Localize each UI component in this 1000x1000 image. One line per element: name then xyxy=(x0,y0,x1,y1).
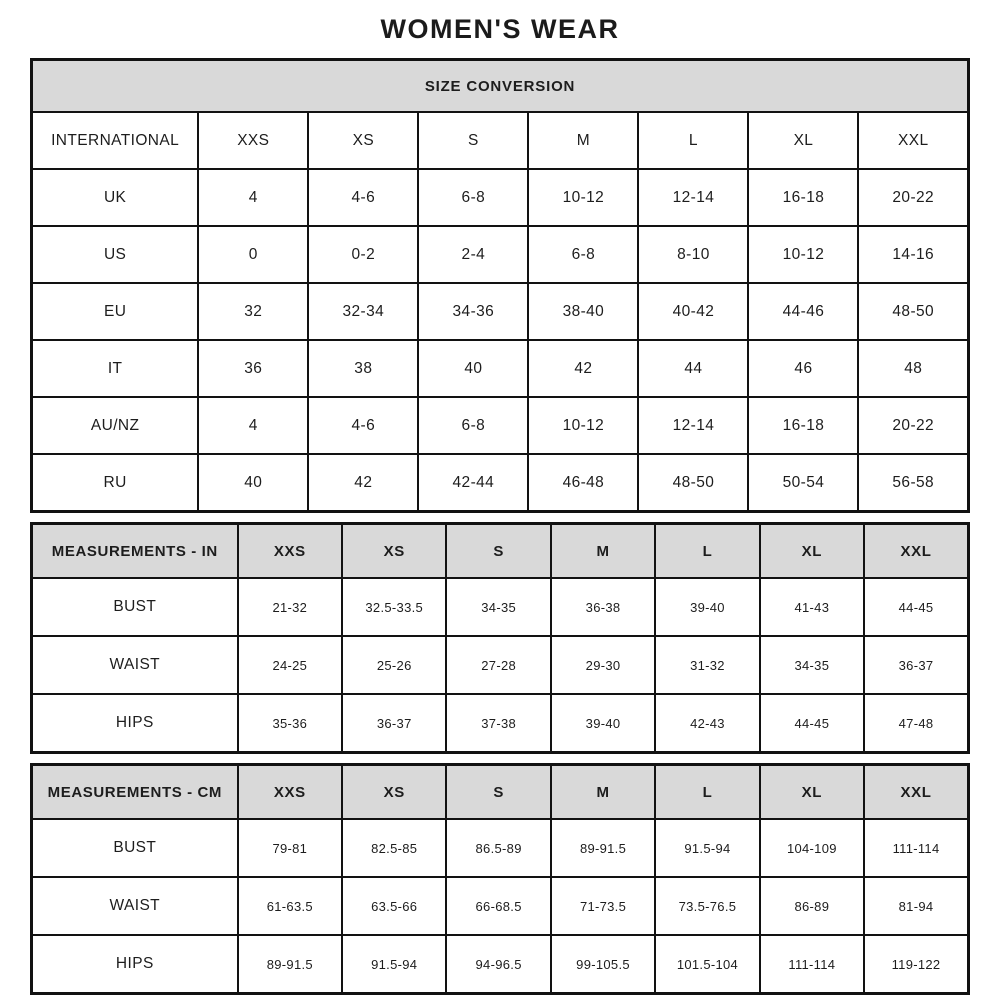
measurements-cm-table xyxy=(30,763,970,995)
value-cell: 48-50 xyxy=(858,283,968,340)
value-cell: 16-18 xyxy=(748,397,858,454)
header-size-cell: XXS xyxy=(238,524,342,579)
value-cell: 37-38 xyxy=(446,694,550,753)
value-cell: 42 xyxy=(528,340,638,397)
value-cell: 40-42 xyxy=(638,283,748,340)
value-cell: 104-109 xyxy=(760,819,864,877)
value-cell: 12-14 xyxy=(638,397,748,454)
value-cell: 12-14 xyxy=(638,169,748,226)
table-row xyxy=(32,169,969,226)
table-row xyxy=(32,636,969,694)
value-cell: 35-36 xyxy=(238,694,342,753)
table-row xyxy=(32,694,969,753)
value-cell: 4 xyxy=(198,397,308,454)
header-size-cell: XL xyxy=(760,524,864,579)
value-cell: 29-30 xyxy=(551,636,655,694)
row-label: EU xyxy=(32,283,199,340)
header-size-cell: L xyxy=(655,765,759,820)
value-cell: 73.5-76.5 xyxy=(655,877,759,935)
size-conversion-table xyxy=(30,58,970,513)
value-cell: 61-63.5 xyxy=(238,877,342,935)
table-row xyxy=(32,226,969,283)
table-row xyxy=(32,877,969,935)
row-label: HIPS xyxy=(32,694,238,753)
value-cell: 86-89 xyxy=(760,877,864,935)
value-cell: 46 xyxy=(748,340,858,397)
row-label: WAIST xyxy=(32,877,238,935)
header-size-cell: XXS xyxy=(198,112,308,169)
value-cell: 31-32 xyxy=(655,636,759,694)
header-size-cell: XXL xyxy=(858,112,968,169)
value-cell: 42-44 xyxy=(418,454,528,512)
value-cell: 94-96.5 xyxy=(446,935,550,994)
row-label: AU/NZ xyxy=(32,397,199,454)
header-size-cell: S xyxy=(446,765,550,820)
value-cell: 44-45 xyxy=(760,694,864,753)
value-cell: 34-35 xyxy=(760,636,864,694)
value-cell: 91.5-94 xyxy=(655,819,759,877)
row-label: RU xyxy=(32,454,199,512)
header-size-cell: L xyxy=(655,524,759,579)
value-cell: 27-28 xyxy=(446,636,550,694)
header-size-cell: S xyxy=(418,112,528,169)
value-cell: 40 xyxy=(198,454,308,512)
measurements-in-table xyxy=(30,522,970,754)
value-cell: 48 xyxy=(858,340,968,397)
value-cell: 10-12 xyxy=(748,226,858,283)
value-cell: 44-46 xyxy=(748,283,858,340)
value-cell: 42-43 xyxy=(655,694,759,753)
value-cell: 6-8 xyxy=(528,226,638,283)
row-label: HIPS xyxy=(32,935,238,994)
value-cell: 24-25 xyxy=(238,636,342,694)
table-banner: SIZE CONVERSION xyxy=(32,60,969,113)
value-cell: 66-68.5 xyxy=(446,877,550,935)
header-label-cell: INTERNATIONAL xyxy=(32,112,199,169)
value-cell: 36-38 xyxy=(551,578,655,636)
value-cell: 81-94 xyxy=(864,877,968,935)
header-size-cell: M xyxy=(551,524,655,579)
value-cell: 4-6 xyxy=(308,169,418,226)
value-cell: 44-45 xyxy=(864,578,968,636)
row-label: US xyxy=(32,226,199,283)
value-cell: 119-122 xyxy=(864,935,968,994)
header-size-cell: S xyxy=(446,524,550,579)
table-row xyxy=(32,935,969,994)
value-cell: 0-2 xyxy=(308,226,418,283)
row-label: WAIST xyxy=(32,636,238,694)
value-cell: 99-105.5 xyxy=(551,935,655,994)
value-cell: 50-54 xyxy=(748,454,858,512)
value-cell: 10-12 xyxy=(528,169,638,226)
value-cell: 111-114 xyxy=(864,819,968,877)
header-size-cell: XS xyxy=(308,112,418,169)
value-cell: 71-73.5 xyxy=(551,877,655,935)
row-label: IT xyxy=(32,340,199,397)
header-size-cell: XXS xyxy=(238,765,342,820)
header-size-cell: XL xyxy=(748,112,858,169)
header-size-cell: L xyxy=(638,112,748,169)
value-cell: 8-10 xyxy=(638,226,748,283)
value-cell: 42 xyxy=(308,454,418,512)
value-cell: 4-6 xyxy=(308,397,418,454)
value-cell: 101.5-104 xyxy=(655,935,759,994)
header-label-cell: MEASUREMENTS - IN xyxy=(32,524,238,579)
value-cell: 14-16 xyxy=(858,226,968,283)
value-cell: 10-12 xyxy=(528,397,638,454)
header-row xyxy=(32,524,969,579)
row-label: BUST xyxy=(32,578,238,636)
row-label: UK xyxy=(32,169,199,226)
value-cell: 56-58 xyxy=(858,454,968,512)
header-label-cell: MEASUREMENTS - CM xyxy=(32,765,238,820)
value-cell: 34-36 xyxy=(418,283,528,340)
value-cell: 34-35 xyxy=(446,578,550,636)
page-title: WOMEN'S WEAR xyxy=(380,14,620,44)
header-row xyxy=(32,765,969,820)
value-cell: 6-8 xyxy=(418,169,528,226)
value-cell: 40 xyxy=(418,340,528,397)
value-cell: 20-22 xyxy=(858,397,968,454)
value-cell: 63.5-66 xyxy=(342,877,446,935)
table-row xyxy=(32,819,969,877)
value-cell: 89-91.5 xyxy=(551,819,655,877)
table-row xyxy=(32,283,969,340)
header-size-cell: XS xyxy=(342,765,446,820)
value-cell: 32 xyxy=(198,283,308,340)
header-size-cell: M xyxy=(551,765,655,820)
table-row xyxy=(32,578,969,636)
value-cell: 47-48 xyxy=(864,694,968,753)
table-row xyxy=(32,340,969,397)
header-size-cell: XS xyxy=(342,524,446,579)
value-cell: 89-91.5 xyxy=(238,935,342,994)
value-cell: 2-4 xyxy=(418,226,528,283)
value-cell: 6-8 xyxy=(418,397,528,454)
value-cell: 20-22 xyxy=(858,169,968,226)
value-cell: 4 xyxy=(198,169,308,226)
value-cell: 32-34 xyxy=(308,283,418,340)
header-size-cell: M xyxy=(528,112,638,169)
value-cell: 48-50 xyxy=(638,454,748,512)
value-cell: 38-40 xyxy=(528,283,638,340)
table-row xyxy=(32,397,969,454)
header-size-cell: XXL xyxy=(864,765,968,820)
value-cell: 0 xyxy=(198,226,308,283)
value-cell: 46-48 xyxy=(528,454,638,512)
value-cell: 16-18 xyxy=(748,169,858,226)
value-cell: 41-43 xyxy=(760,578,864,636)
value-cell: 39-40 xyxy=(655,578,759,636)
header-row xyxy=(32,112,969,169)
value-cell: 79-81 xyxy=(238,819,342,877)
value-cell: 39-40 xyxy=(551,694,655,753)
value-cell: 111-114 xyxy=(760,935,864,994)
value-cell: 82.5-85 xyxy=(342,819,446,877)
value-cell: 38 xyxy=(308,340,418,397)
value-cell: 21-32 xyxy=(238,578,342,636)
value-cell: 25-26 xyxy=(342,636,446,694)
value-cell: 91.5-94 xyxy=(342,935,446,994)
value-cell: 44 xyxy=(638,340,748,397)
value-cell: 36-37 xyxy=(864,636,968,694)
header-size-cell: XL xyxy=(760,765,864,820)
value-cell: 32.5-33.5 xyxy=(342,578,446,636)
table-row xyxy=(32,454,969,512)
header-size-cell: XXL xyxy=(864,524,968,579)
value-cell: 86.5-89 xyxy=(446,819,550,877)
value-cell: 36 xyxy=(198,340,308,397)
row-label: BUST xyxy=(32,819,238,877)
value-cell: 36-37 xyxy=(342,694,446,753)
